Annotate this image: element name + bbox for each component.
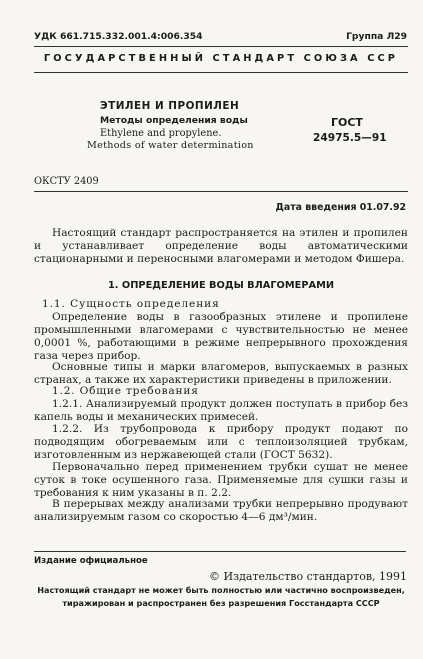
copyright-notice-line1: Настоящий стандарт не может быть полностью или частично воспроизведен,	[37, 585, 405, 595]
header-top-rule	[34, 46, 408, 47]
clause-1-1-appendix-text: Основные типы и марки влагомеров, выпускаемых в разных странах, а также их характеристики приведены в приложении.	[34, 361, 408, 387]
clause-1-2-2-text: 1.2.2. Из трубопровода к прибору продукт подают по подводящим обогреваемым или с теплоизоляцией трубкам, изготовленным из нержавеющей стали (ГОСТ 5632).	[34, 423, 408, 462]
copyright-notice-line2: тиражирован и распространен без разрешения Госстандарта СССР	[62, 598, 380, 608]
header-bottom-rule	[34, 72, 408, 73]
document-title-en: Ethylene and propylene.	[100, 128, 222, 139]
clause-1-1-heading: 1.1. Сущность определения	[42, 298, 220, 310]
clause-1-2-heading: 1.2. Общие требования	[52, 385, 199, 397]
document-subtitle: Методы определения воды	[100, 115, 248, 126]
footer-rule	[34, 551, 406, 552]
clause-1-2-1-text: 1.2.1. Анализируемый продукт должен поступать в прибор без капель воды и механических примесей.	[34, 398, 408, 424]
document-title: ЭТИЛЕН И ПРОПИЛЕН	[100, 100, 240, 112]
tube-purge-text: В перерывах между анализами трубки непрерывно продувают анализируемым газом со скоростью 4—6 дм³/мин.	[34, 498, 408, 524]
tube-drying-text: Первоначально перед применением трубки сушат не менее суток в токе осушенного газа. Применяемые для сушки газы и требования к ним указаны в п. 2.2.	[34, 461, 408, 500]
copyright: © Издательство стандартов, 1991	[209, 570, 407, 583]
introduction-date: Дата введения 01.07.92	[275, 202, 406, 213]
document-subtitle-en: Methods of water determination	[87, 140, 254, 151]
group-code: Группа Л29	[346, 31, 407, 42]
okstu-code: ОКСТУ 2409	[34, 176, 99, 187]
gost-number: 24975.5—91	[313, 132, 387, 144]
standard-title: ГОСУДАРСТВЕННЫЙ СТАНДАРТ СОЮЗА ССР	[43, 53, 399, 64]
gost-label: ГОСТ	[331, 116, 363, 129]
clause-1-1-text: Определение воды в газообразных этилене и пропилене промышленными влагомерами с чувствительностью не менее 0,0001 %, работающими в режиме непрерывного прохождения газа через прибор.	[34, 311, 408, 363]
section-title: 1. ОПРЕДЕЛЕНИЕ ВОДЫ ВЛАГОМЕРАМИ	[107, 280, 335, 291]
official-edition: Издание официальное	[34, 556, 148, 566]
intro-paragraph: Настоящий стандарт распространяется на этилен и пропилен и устанавливает определение воды автоматическими стационарными и переносными влагомерами и методом Фишера.	[34, 227, 408, 266]
okstu-rule	[34, 191, 408, 192]
udk-code: УДК 661.715.332.001.4:006.354	[34, 31, 203, 42]
